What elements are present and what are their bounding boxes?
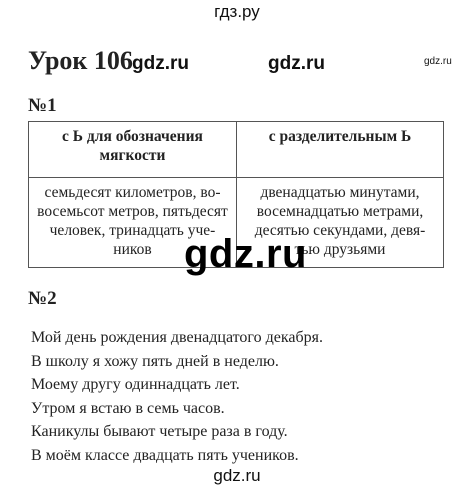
watermark-large: gdz.ru (184, 232, 307, 276)
sentence: Мой день рождения двенадцатого декабря. (31, 329, 323, 346)
sentence-list (31, 326, 323, 467)
cell-line: восемьсот метров, пятьдесят (37, 203, 228, 220)
sentence: Каникулы бывают четыре раза в году. (31, 423, 288, 440)
site-footer-watermark: gdz.ru (213, 466, 261, 485)
task-2-label: №2 (28, 288, 57, 309)
cell-line: десятью секундами, девя- (254, 222, 426, 239)
cell-line: человек, тринадцать уче- (49, 222, 216, 239)
lesson-title: Урок 106 (28, 46, 133, 75)
cell-line: двенадцатью минутами, (260, 184, 420, 201)
watermark: gdz.ru (268, 53, 325, 74)
watermark: gdz.ru (424, 56, 452, 67)
sentence: Утром я встаю в семь часов. (31, 399, 225, 417)
header-soft-sign: с Ь для обозначения мягкости (29, 122, 237, 178)
table-header-row (29, 122, 444, 178)
cell-line: тью друзьями (294, 241, 386, 258)
cell-line: восемнадцатью метрами, (256, 203, 424, 220)
cell-line: ников (113, 241, 152, 258)
sentence: В школу я хожу пять дней в неделю. (31, 352, 279, 370)
sentence: В моём классе двадцать пять учеников. (31, 446, 299, 464)
site-header-watermark: гдз.ру (214, 2, 260, 21)
sentence: Моему другу одиннадцать лет. (31, 376, 240, 393)
cell-line: семьдесят километров, во- (44, 184, 221, 201)
task-1-label: №1 (28, 95, 57, 116)
watermark: gdz.ru (132, 53, 189, 74)
header-separating-sign: с разделительным Ь (237, 122, 444, 178)
